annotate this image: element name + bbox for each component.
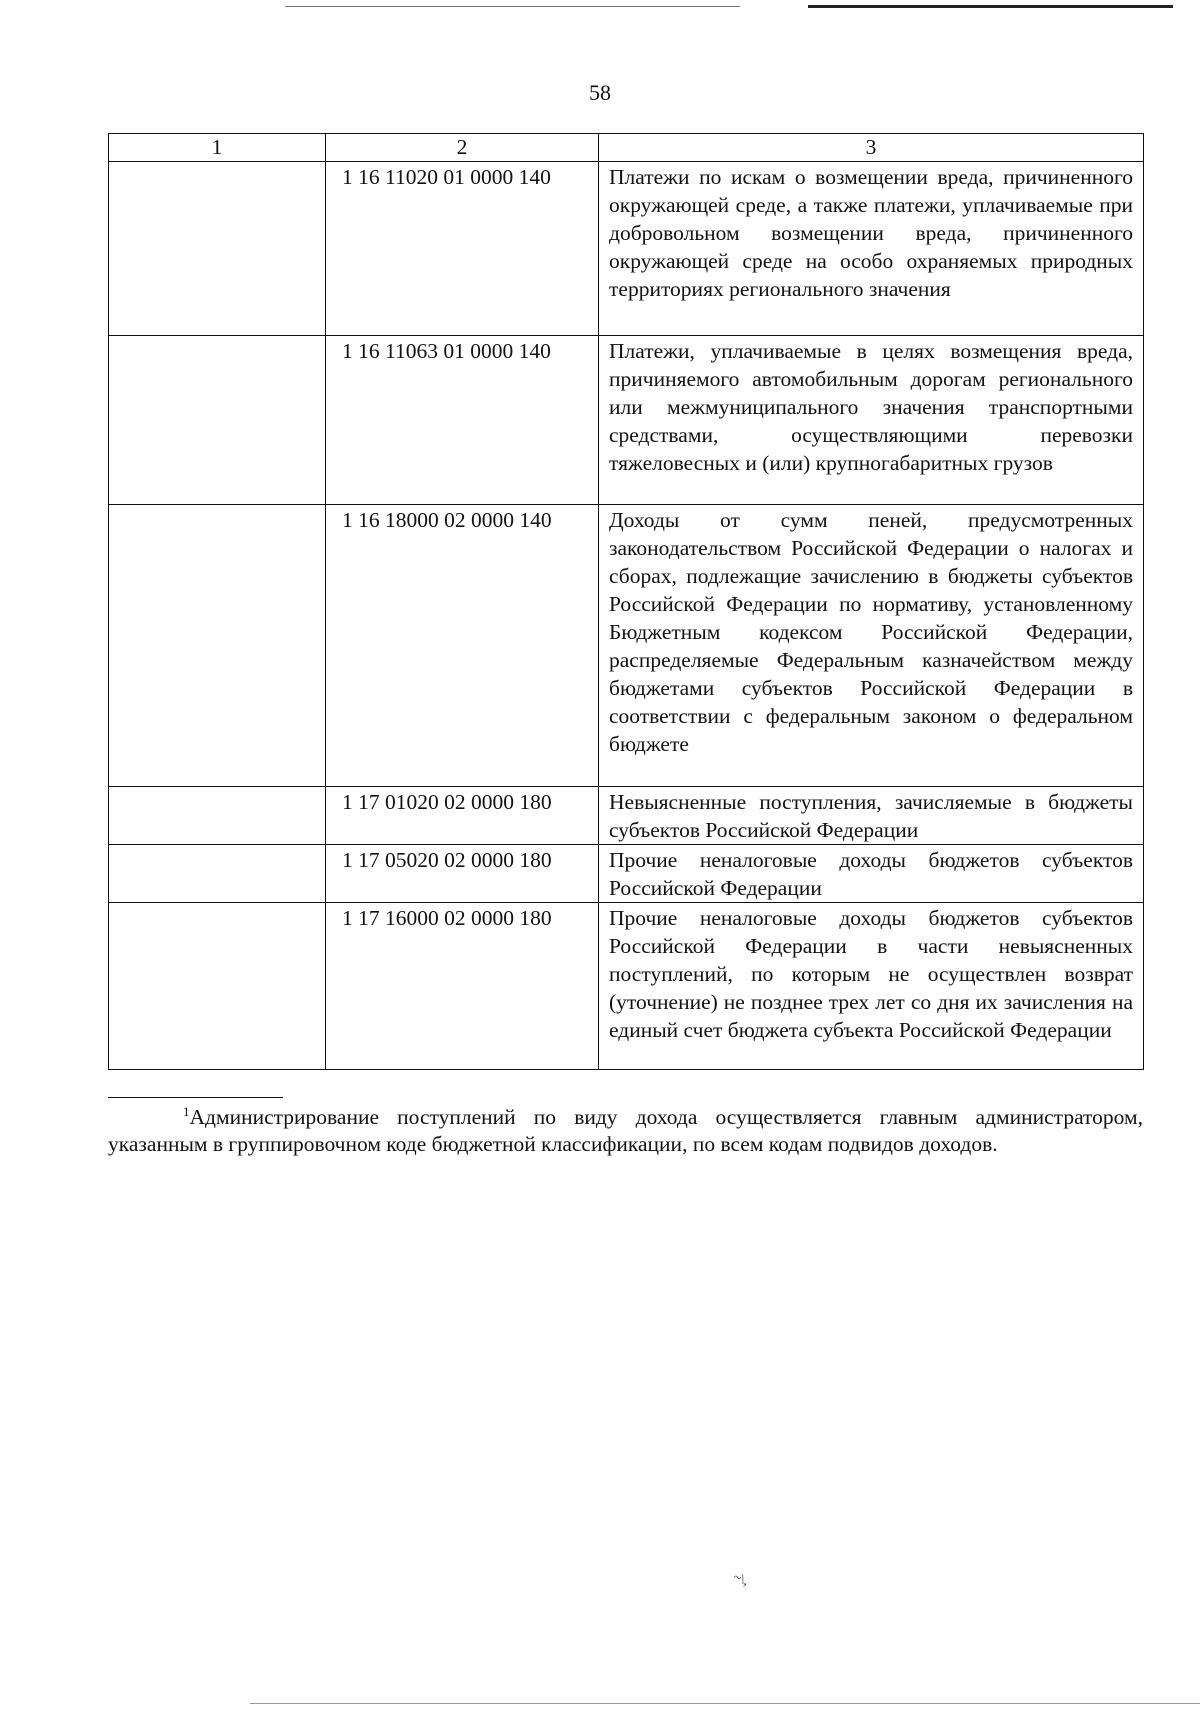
admin-cell — [109, 505, 326, 787]
description-cell: Доходы от сумм пеней, предусмотренных законодательством Российской Федерации о налогах и сборах, подлежащие зачислению в бюджеты субъектов Российской Федерации по нормативу, установленному Бюджетным кодексом Российской Федерации, распределяемые Федеральным казначейством между бюджетами субъектов Российской Федерации в соответствии с федеральным законом о федеральном бюджете — [599, 505, 1144, 787]
table-row — [109, 162, 1144, 336]
table-header-row — [109, 134, 1144, 162]
header-column-2: 2 — [326, 134, 599, 162]
footnote-divider — [108, 1097, 283, 1098]
code-cell: 1 17 01020 02 0000 180 — [326, 787, 599, 845]
code-cell: 1 16 18000 02 0000 140 — [326, 505, 599, 787]
admin-cell — [109, 845, 326, 903]
admin-cell — [109, 903, 326, 1070]
table-row — [109, 787, 1144, 845]
footnote-marker: 1 — [183, 1104, 190, 1119]
revenue-codes-table — [108, 133, 1144, 1070]
table-row — [109, 505, 1144, 787]
header-column-1: 1 — [109, 134, 326, 162]
table-row — [109, 845, 1144, 903]
code-cell: 1 17 05020 02 0000 180 — [326, 845, 599, 903]
table-row — [109, 336, 1144, 505]
description-cell: Прочие неналоговые доходы бюджетов субъектов Российской Федерации — [599, 845, 1144, 903]
admin-cell — [109, 787, 326, 845]
code-cell: 1 17 16000 02 0000 180 — [326, 903, 599, 1070]
scan-artifact-top-left — [285, 6, 740, 7]
description-cell: Платежи по искам о возмещении вреда, причиненного окружающей среде, а также платежи, уплачиваемые при добровольном возмещении вреда, причиненного окружающей среде на особо охраняемых природных территориях регионального значения — [599, 162, 1144, 336]
description-cell: Невыясненные поступления, зачисляемые в бюджеты субъектов Российской Федерации — [599, 787, 1144, 845]
admin-cell — [109, 162, 326, 336]
code-cell: 1 16 11063 01 0000 140 — [326, 336, 599, 505]
description-cell: Платежи, уплачиваемые в целях возмещения вреда, причиняемого автомобильным дорогам регионального или межмуниципального значения транспортными средствами, осуществляющими перевозки тяжеловесных и (или) крупногабаритных грузов — [599, 336, 1144, 505]
scan-artifact-bottom — [250, 1703, 1200, 1704]
scan-artifact-top-right — [808, 5, 1173, 8]
footnote — [108, 1104, 1143, 1158]
page-number: 58 — [589, 80, 611, 105]
admin-cell — [109, 336, 326, 505]
footnote-text: Администрирование поступлений по виду дохода осуществляется главным администратором, указанным в группировочном коде бюджетной классификации, по всем кодам подвидов доходов. — [108, 1105, 1143, 1156]
code-cell: 1 16 11020 01 0000 140 — [326, 162, 599, 336]
scan-mark: ~\, — [731, 1570, 751, 1589]
description-cell: Прочие неналоговые доходы бюджетов субъектов Российской Федерации в части невыясненных поступлений, по которым не осуществлен возврат (уточнение) не позднее трех лет со дня их зачисления на единый счет бюджета субъекта Российской Федерации — [599, 903, 1144, 1070]
table-row — [109, 903, 1144, 1070]
header-column-3: 3 — [599, 134, 1144, 162]
